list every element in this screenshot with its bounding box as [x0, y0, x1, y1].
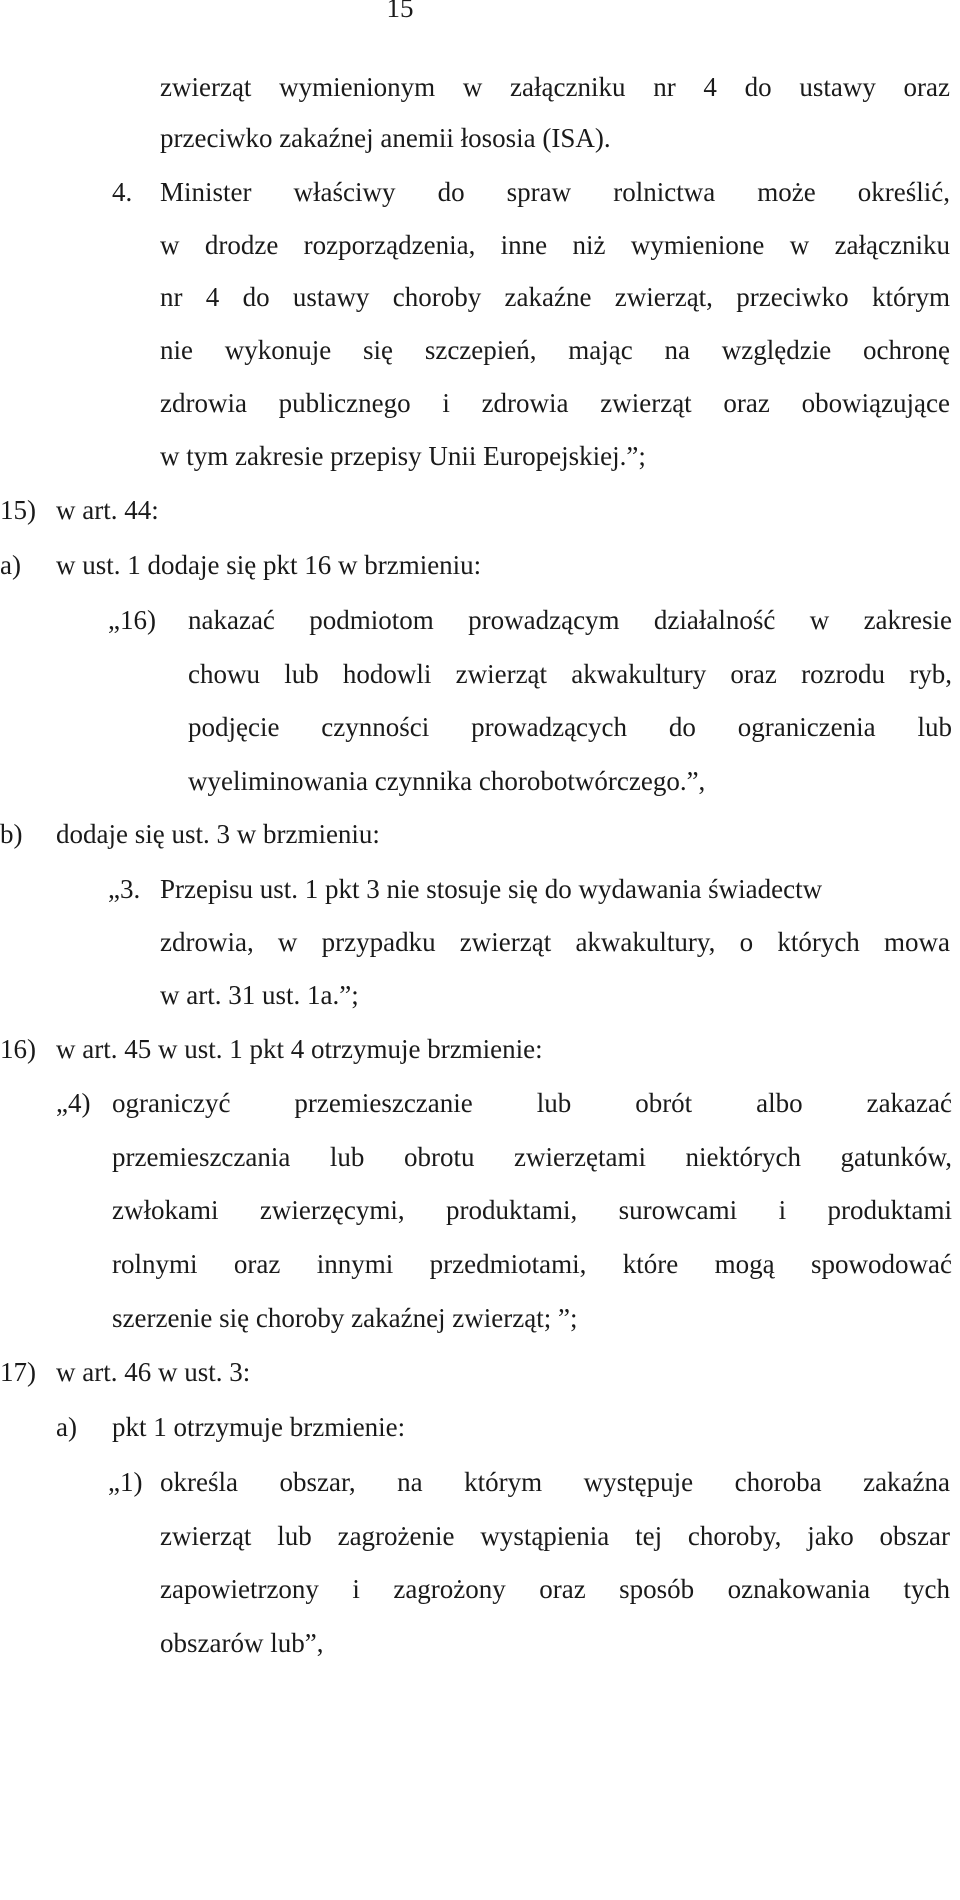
item-marker: 15)	[0, 495, 36, 525]
text-line: zdrowia, w przypadku zwierząt akwakultury, o których mowa	[160, 927, 950, 957]
text-line: pkt 1 otrzymuje brzmienie:	[112, 1412, 406, 1442]
text-line: nie wykonuje się szczepień, mając na względzie ochronę	[160, 335, 950, 365]
item-marker: 16)	[0, 1034, 36, 1064]
text-line: w art. 46 w ust. 3:	[56, 1357, 251, 1387]
point-marker: „4)	[56, 1088, 91, 1118]
text-line: określa obszar, na którym występuje choroba zakaźna	[160, 1467, 950, 1497]
text-line: chowu lub hodowli zwierząt akwakultury oraz rozrodu ryb,	[188, 659, 952, 689]
text-line: obszarów lub”,	[160, 1628, 324, 1658]
text-line: zwłokami zwierzęcymi, produktami, surowcami i produktami	[112, 1195, 952, 1225]
item-marker: 17)	[0, 1357, 36, 1387]
text-line: przeciwko zakaźnej anemii łososia (ISA).	[160, 123, 611, 153]
text-line: Przepisu ust. 1 pkt 3 nie stosuje się do wydawania świadectw	[160, 874, 823, 904]
text-line: szerzenie się choroby zakaźnej zwierząt; ”;	[112, 1303, 578, 1333]
letter-marker: a)	[0, 550, 21, 580]
point-marker: 4.	[112, 177, 133, 207]
text-line: Minister właściwy do spraw rolnictwa może określić,	[160, 177, 950, 207]
letter-marker: a)	[56, 1412, 77, 1442]
text-line: w drodze rozporządzenia, inne niż wymienione w załączniku	[160, 230, 950, 260]
text-line: w art. 31 ust. 1a.”;	[160, 980, 359, 1010]
text-line: wyeliminowania czynnika chorobotwórczego.”,	[188, 766, 706, 796]
text-line: zwierząt lub zagrożenie wystąpienia tej choroby, jako obszar	[160, 1521, 950, 1551]
text-line: zapowietrzony i zagrożony oraz sposób oznakowania tych	[160, 1574, 950, 1604]
text-line: w art. 45 w ust. 1 pkt 4 otrzymuje brzmienie:	[56, 1034, 543, 1064]
text-line: w ust. 1 dodaje się pkt 16 w brzmieniu:	[56, 550, 482, 580]
point-marker: „1)	[108, 1467, 143, 1497]
page-number: 15	[386, 0, 414, 23]
point-marker: „16)	[108, 605, 156, 635]
letter-marker: b)	[0, 819, 23, 849]
text-line: przemieszczania lub obrotu zwierzętami niektórych gatunków,	[112, 1142, 952, 1172]
text-line: podjęcie czynności prowadzących do ograniczenia lub	[188, 712, 952, 742]
text-line: zdrowia publicznego i zdrowia zwierząt oraz obowiązujące	[160, 388, 950, 418]
point-marker: „3.	[108, 874, 141, 904]
text-line: nakazać podmiotom prowadzącym działalność w zakresie	[188, 605, 952, 635]
text-line: ograniczyć przemieszczanie lub obrót albo zakazać	[112, 1088, 952, 1118]
text-line: rolnymi oraz innymi przedmiotami, które mogą spowodować	[112, 1249, 952, 1279]
text-line: w art. 44:	[56, 495, 159, 525]
text-line: nr 4 do ustawy choroby zakaźne zwierząt, przeciwko którym	[160, 282, 950, 312]
text-line: zwierząt wymienionym w załączniku nr 4 do ustawy oraz	[160, 72, 950, 102]
text-line: w tym zakresie przepisy Unii Europejskiej.”;	[160, 441, 646, 471]
text-line: dodaje się ust. 3 w brzmieniu:	[56, 819, 380, 849]
